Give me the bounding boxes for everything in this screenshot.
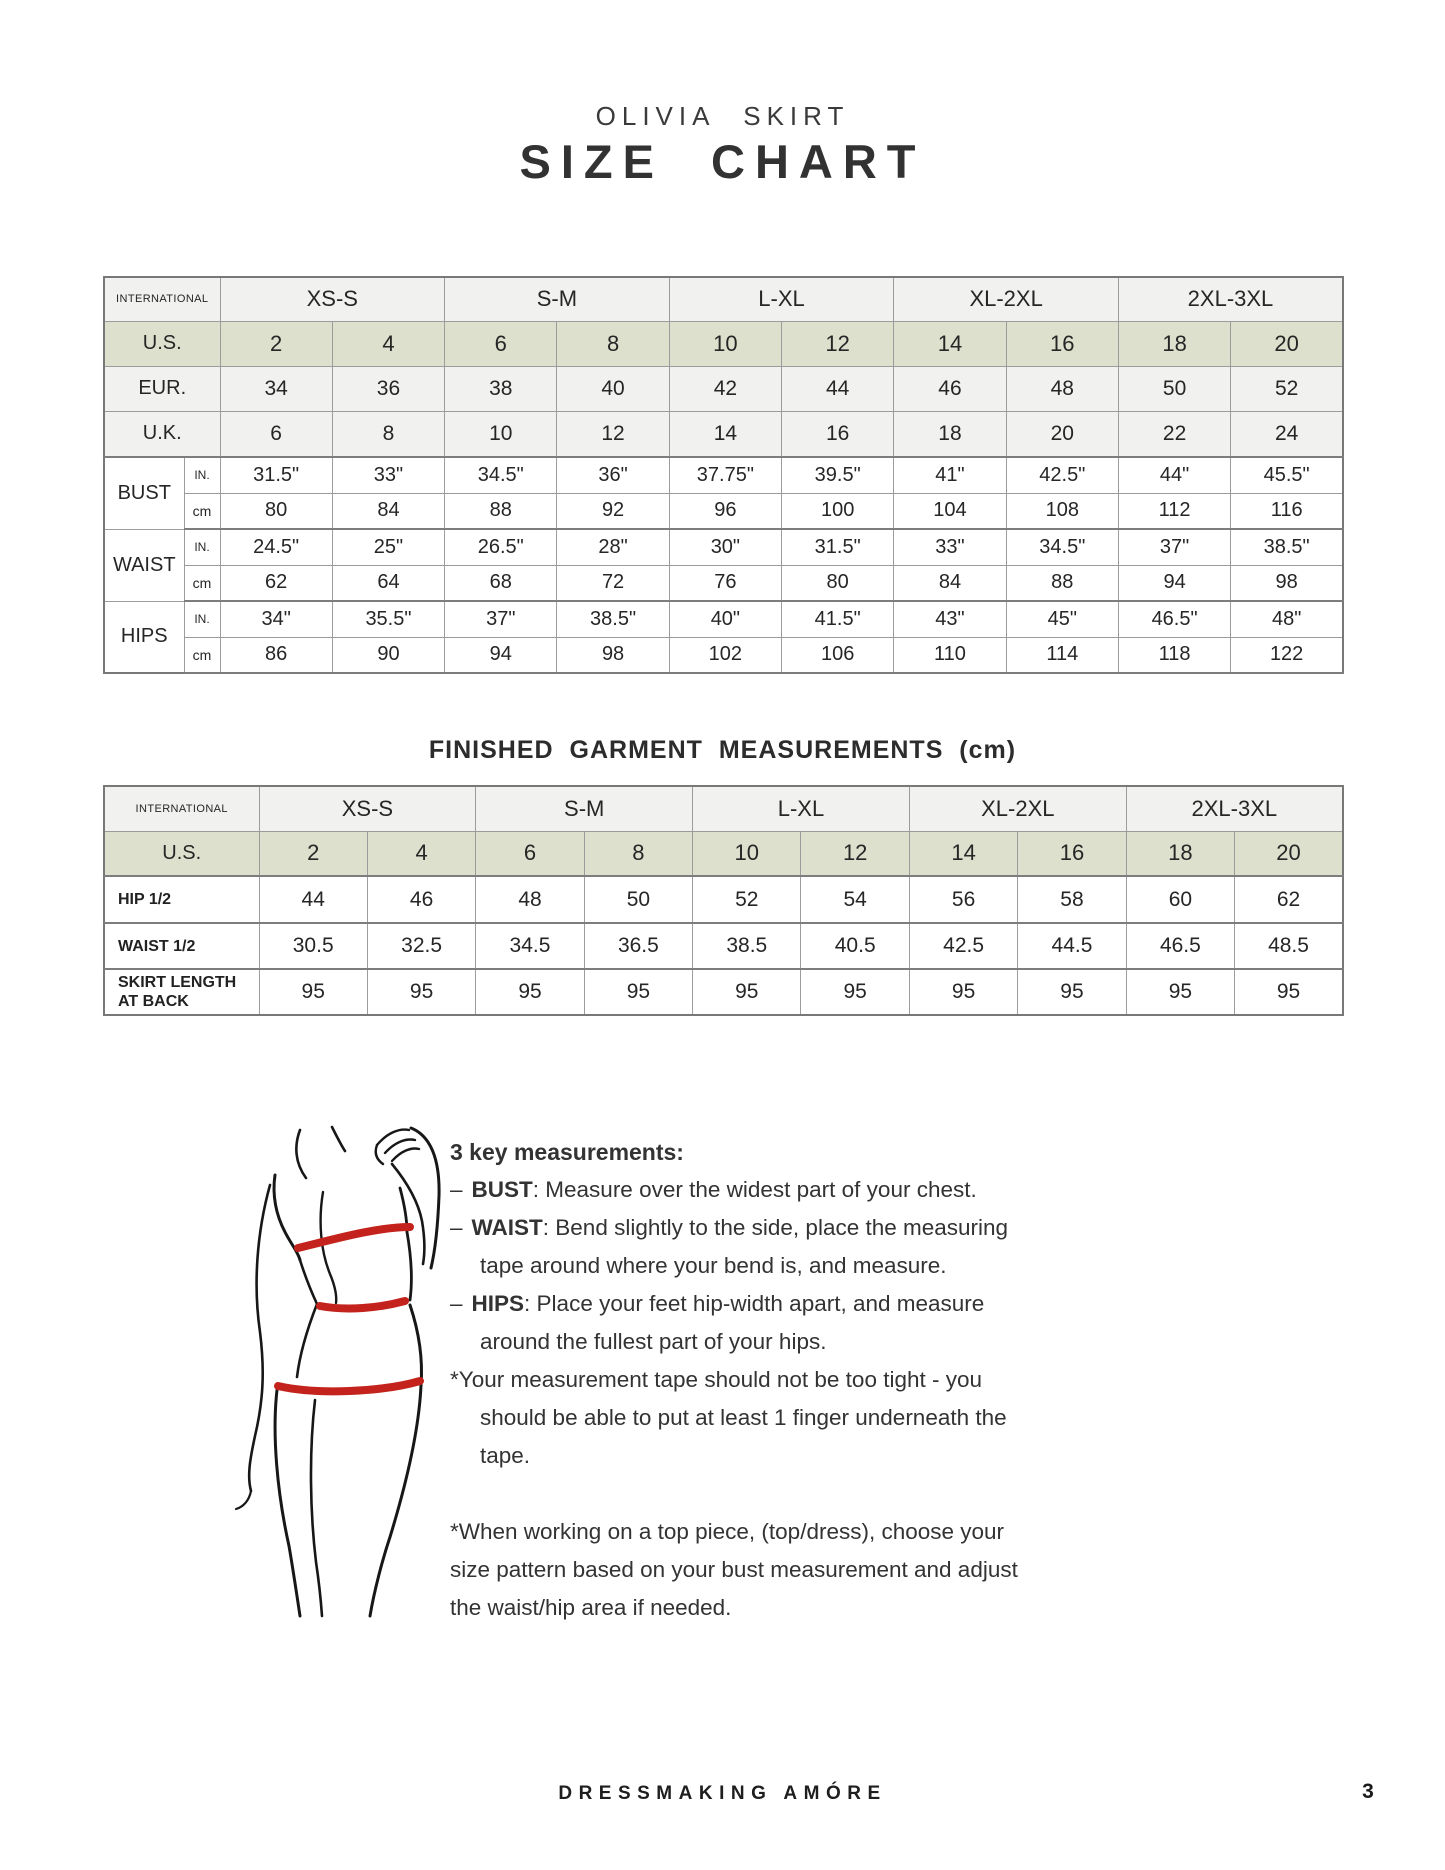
table-row <box>104 565 1343 601</box>
measurement-value: 42.5 <box>909 923 1017 969</box>
measurement-value: 40.5 <box>801 923 909 969</box>
table-row <box>104 876 1343 923</box>
top-piece-note: *When working on a top piece, (top/dress), choose your size pattern based on your bust measurement and adjust the waist/hip area if needed. <box>450 1519 1018 1620</box>
spine-line <box>321 1192 337 1303</box>
table-row <box>104 923 1343 969</box>
measurement-value: 86 <box>220 637 332 673</box>
measurement-value: 48.5 <box>1235 923 1343 969</box>
size-value: 18 <box>1126 831 1234 876</box>
size-value: 22 <box>1118 411 1230 457</box>
instruction-item: – WAIST: Bend slightly to the side, place the measuring tape around where your bend is, and measure. <box>450 1215 1009 1278</box>
row-label: WAIST 1/2 <box>104 923 259 969</box>
size-value: 8 <box>332 411 444 457</box>
size-value: 14 <box>669 411 781 457</box>
size-value: 10 <box>669 321 781 366</box>
measurement-value: 58 <box>1018 876 1126 923</box>
measurement-value: 35.5" <box>332 601 444 637</box>
unit-label: IN. <box>184 457 220 493</box>
pattern-name: OLIVIA SKIRT <box>595 101 850 131</box>
measurement-value: 110 <box>894 637 1006 673</box>
size-group-header: S-M <box>476 786 693 831</box>
row-label: HIPS <box>104 601 184 673</box>
measurement-value: 45" <box>1006 601 1118 637</box>
measurement-value: 34.5" <box>445 457 557 493</box>
size-value: 6 <box>220 411 332 457</box>
instruction-item: – BUST: Measure over the widest part of your chest. <box>450 1177 977 1202</box>
bullet-dash: – <box>450 1291 463 1316</box>
measurement-value: 95 <box>801 969 909 1015</box>
measurement-value: 38.5" <box>557 601 669 637</box>
measurement-value: 45.5" <box>1231 457 1343 493</box>
measurement-value: 95 <box>584 969 692 1015</box>
size-group-header: L-XL <box>669 277 894 321</box>
measurement-value: 94 <box>1118 565 1230 601</box>
page-number: 3 <box>1362 1780 1374 1803</box>
measurement-value: 30.5 <box>259 923 367 969</box>
size-value: 36 <box>332 366 444 411</box>
measurement-value: 41.5" <box>782 601 894 637</box>
size-value: 20 <box>1006 411 1118 457</box>
measurement-value: 37" <box>445 601 557 637</box>
international-label: INTERNATIONAL <box>104 277 220 321</box>
table-row <box>104 321 1343 366</box>
measurement-value: 98 <box>557 637 669 673</box>
measurement-value: 30" <box>669 529 781 565</box>
size-value: 40 <box>557 366 669 411</box>
measurement-value: 112 <box>1118 493 1230 529</box>
size-value: 18 <box>1118 321 1230 366</box>
measurement-value: 25" <box>332 529 444 565</box>
measurement-value: 39.5" <box>782 457 894 493</box>
measurement-value: 106 <box>782 637 894 673</box>
unit-label: IN. <box>184 529 220 565</box>
measurement-value: 95 <box>1018 969 1126 1015</box>
measurement-value: 104 <box>894 493 1006 529</box>
instructions-heading: 3 key measurements: <box>450 1139 684 1165</box>
measurement-value: 118 <box>1118 637 1230 673</box>
size-value: 24 <box>1231 411 1343 457</box>
measurement-value: 48 <box>476 876 584 923</box>
measurement-value: 95 <box>1126 969 1234 1015</box>
measurement-value: 31.5" <box>220 457 332 493</box>
measurement-value: 122 <box>1231 637 1343 673</box>
size-value: 12 <box>782 321 894 366</box>
measurement-value: 64 <box>332 565 444 601</box>
measurement-term: WAIST <box>471 1215 543 1240</box>
size-value: 8 <box>584 831 692 876</box>
measurement-value: 76 <box>669 565 781 601</box>
side-left <box>249 1185 270 1491</box>
row-label: U.S. <box>104 321 220 366</box>
measurement-value: 31.5" <box>782 529 894 565</box>
measurement-value: 37.75" <box>669 457 781 493</box>
table-row <box>104 601 1343 637</box>
leg-left-outer <box>275 1390 300 1616</box>
measurement-value: 94 <box>445 637 557 673</box>
measurement-value: 44" <box>1118 457 1230 493</box>
measurement-value: 46.5 <box>1126 923 1234 969</box>
measurement-value: 88 <box>445 493 557 529</box>
finger-line <box>377 1130 409 1145</box>
measurement-value: 116 <box>1231 493 1343 529</box>
waist-right <box>407 1232 411 1300</box>
table-row <box>104 411 1343 457</box>
measurement-value: 95 <box>1235 969 1343 1015</box>
size-value: 16 <box>1006 321 1118 366</box>
measurement-value: 33" <box>332 457 444 493</box>
table-row <box>104 529 1343 565</box>
measurement-value: 88 <box>1006 565 1118 601</box>
size-value: 20 <box>1235 831 1343 876</box>
bust-measure-band <box>298 1227 410 1248</box>
measurement-value: 37" <box>1118 529 1230 565</box>
size-value: 14 <box>909 831 1017 876</box>
measurement-description: Place your feet hip-width apart, and measure around the fullest part of your hips. <box>480 1291 985 1354</box>
measurement-value: 62 <box>1235 876 1343 923</box>
size-value: 34 <box>220 366 332 411</box>
leg-left-inner <box>311 1400 322 1616</box>
size-value: 10 <box>445 411 557 457</box>
measurement-value: 100 <box>782 493 894 529</box>
measurement-value: 52 <box>693 876 801 923</box>
table-row <box>104 831 1343 876</box>
measurement-instructions <box>450 1133 1040 1627</box>
measurement-value: 24.5" <box>220 529 332 565</box>
hip-left <box>297 1304 317 1377</box>
measurement-value: 96 <box>669 493 781 529</box>
measurement-value: 84 <box>332 493 444 529</box>
size-group-header: XS-S <box>259 786 476 831</box>
table-row <box>104 493 1343 529</box>
finished-garment-table <box>103 785 1344 1016</box>
measurement-value: 42.5" <box>1006 457 1118 493</box>
measurement-value: 34.5" <box>1006 529 1118 565</box>
size-value: 38 <box>445 366 557 411</box>
row-label: U.K. <box>104 411 220 457</box>
measurement-value: 84 <box>894 565 1006 601</box>
row-label: HIP 1/2 <box>104 876 259 923</box>
size-chart-table <box>103 276 1344 674</box>
size-value: 20 <box>1231 321 1343 366</box>
measurement-value: 95 <box>909 969 1017 1015</box>
measurement-value: 54 <box>801 876 909 923</box>
size-group-header: L-XL <box>693 786 910 831</box>
table-row <box>104 637 1343 673</box>
measurement-value: 98 <box>1231 565 1343 601</box>
row-label: SKIRT LENGTH AT BACK <box>104 969 259 1015</box>
measurement-value: 72 <box>557 565 669 601</box>
measurement-value: 56 <box>909 876 1017 923</box>
measurement-value: 32.5 <box>367 923 475 969</box>
measurement-value: 95 <box>476 969 584 1015</box>
size-value: 44 <box>782 366 894 411</box>
unit-label: cm <box>184 493 220 529</box>
measurement-value: 80 <box>220 493 332 529</box>
measurement-value: 95 <box>693 969 801 1015</box>
size-group-header: XS-S <box>220 277 445 321</box>
tape-note: *Your measurement tape should not be too tight - you should be able to put at least 1 finger underneath the tape. <box>450 1367 1007 1468</box>
measurement-value: 95 <box>367 969 475 1015</box>
size-value: 12 <box>801 831 909 876</box>
measurement-value: 38.5" <box>1231 529 1343 565</box>
table-row <box>104 969 1343 1015</box>
size-value: 46 <box>894 366 1006 411</box>
size-value: 16 <box>782 411 894 457</box>
waist-measure-band <box>320 1301 405 1308</box>
hand-hint-left <box>236 1491 251 1509</box>
neck-line-left <box>296 1130 306 1178</box>
table-row <box>104 366 1343 411</box>
measurement-value: 62 <box>220 565 332 601</box>
instructions-list <box>450 1171 1040 1361</box>
measurement-term: BUST <box>471 1177 533 1202</box>
size-value: 50 <box>1118 366 1230 411</box>
measurement-value: 34.5 <box>476 923 584 969</box>
size-value: 2 <box>220 321 332 366</box>
measurement-value: 95 <box>259 969 367 1015</box>
measurement-value: 36" <box>557 457 669 493</box>
measurement-description: Measure over the widest part of your chest. <box>545 1177 977 1202</box>
finger-line <box>392 1149 419 1162</box>
measurement-value: 90 <box>332 637 444 673</box>
size-group-header: S-M <box>445 277 670 321</box>
measurement-value: 60 <box>1126 876 1234 923</box>
bullet-dash: – <box>450 1177 463 1202</box>
measurement-value: 28" <box>557 529 669 565</box>
size-value: 8 <box>557 321 669 366</box>
measurement-value: 48" <box>1231 601 1343 637</box>
measurement-description: Bend slightly to the side, place the measuring tape around where your bend is, and measure. <box>480 1215 1009 1278</box>
measurement-value: 38.5 <box>693 923 801 969</box>
leg-right-outer <box>370 1385 421 1616</box>
page-title: SIZE CHART <box>519 135 926 188</box>
size-value: 4 <box>367 831 475 876</box>
measurement-value: 44 <box>259 876 367 923</box>
measurement-value: 92 <box>557 493 669 529</box>
size-value: 10 <box>693 831 801 876</box>
size-group-header: 2XL-3XL <box>1126 786 1343 831</box>
instruction-item: – HIPS: Place your feet hip-width apart, and measure around the fullest part of your hips. <box>450 1291 985 1354</box>
measurement-value: 36.5 <box>584 923 692 969</box>
measurement-value: 50 <box>584 876 692 923</box>
measurement-value: 43" <box>894 601 1006 637</box>
measurement-value: 108 <box>1006 493 1118 529</box>
international-label: INTERNATIONAL <box>104 786 259 831</box>
size-value: 48 <box>1006 366 1118 411</box>
measurement-value: 114 <box>1006 637 1118 673</box>
waist-left <box>300 1260 317 1304</box>
size-value: 6 <box>476 831 584 876</box>
unit-label: cm <box>184 565 220 601</box>
size-group-header: XL-2XL <box>909 786 1126 831</box>
size-value: 18 <box>894 411 1006 457</box>
finished-garment-title: FINISHED GARMENT MEASUREMENTS (cm) <box>428 736 1017 764</box>
footer-brand: DRESSMAKING AMÓRE <box>558 1783 887 1804</box>
finger-line <box>385 1140 415 1153</box>
measurement-value: 26.5" <box>445 529 557 565</box>
row-label: EUR. <box>104 366 220 411</box>
measurement-term: HIPS <box>471 1291 525 1316</box>
row-label: WAIST <box>104 529 184 601</box>
measurement-value: 68 <box>445 565 557 601</box>
size-value: 2 <box>259 831 367 876</box>
measurement-value: 44.5 <box>1018 923 1126 969</box>
table-row <box>104 457 1343 493</box>
measurement-value: 80 <box>782 565 894 601</box>
measurement-value: 33" <box>894 529 1006 565</box>
hips-measure-band <box>278 1381 420 1391</box>
size-value: 52 <box>1231 366 1343 411</box>
body-measurement-illustration <box>205 1100 485 1630</box>
size-group-header: XL-2XL <box>894 277 1119 321</box>
size-value: 6 <box>445 321 557 366</box>
measurement-value: 46 <box>367 876 475 923</box>
size-group-header: 2XL-3XL <box>1118 277 1343 321</box>
measurement-value: 34" <box>220 601 332 637</box>
size-value: 14 <box>894 321 1006 366</box>
measurement-value: 40" <box>669 601 781 637</box>
row-label: U.S. <box>104 831 259 876</box>
hip-right <box>410 1305 422 1385</box>
size-value: 4 <box>332 321 444 366</box>
hand-edge <box>376 1145 383 1164</box>
table-row <box>104 786 1343 831</box>
measurement-value: 46.5" <box>1118 601 1230 637</box>
size-value: 12 <box>557 411 669 457</box>
size-value: 16 <box>1018 831 1126 876</box>
unit-label: cm <box>184 637 220 673</box>
size-value: 42 <box>669 366 781 411</box>
unit-label: IN. <box>184 601 220 637</box>
measurement-value: 102 <box>669 637 781 673</box>
measurement-value: 41" <box>894 457 1006 493</box>
row-label: BUST <box>104 457 184 529</box>
table-row <box>104 277 1343 321</box>
bullet-dash: – <box>450 1215 463 1240</box>
neck-line-right <box>332 1127 345 1151</box>
